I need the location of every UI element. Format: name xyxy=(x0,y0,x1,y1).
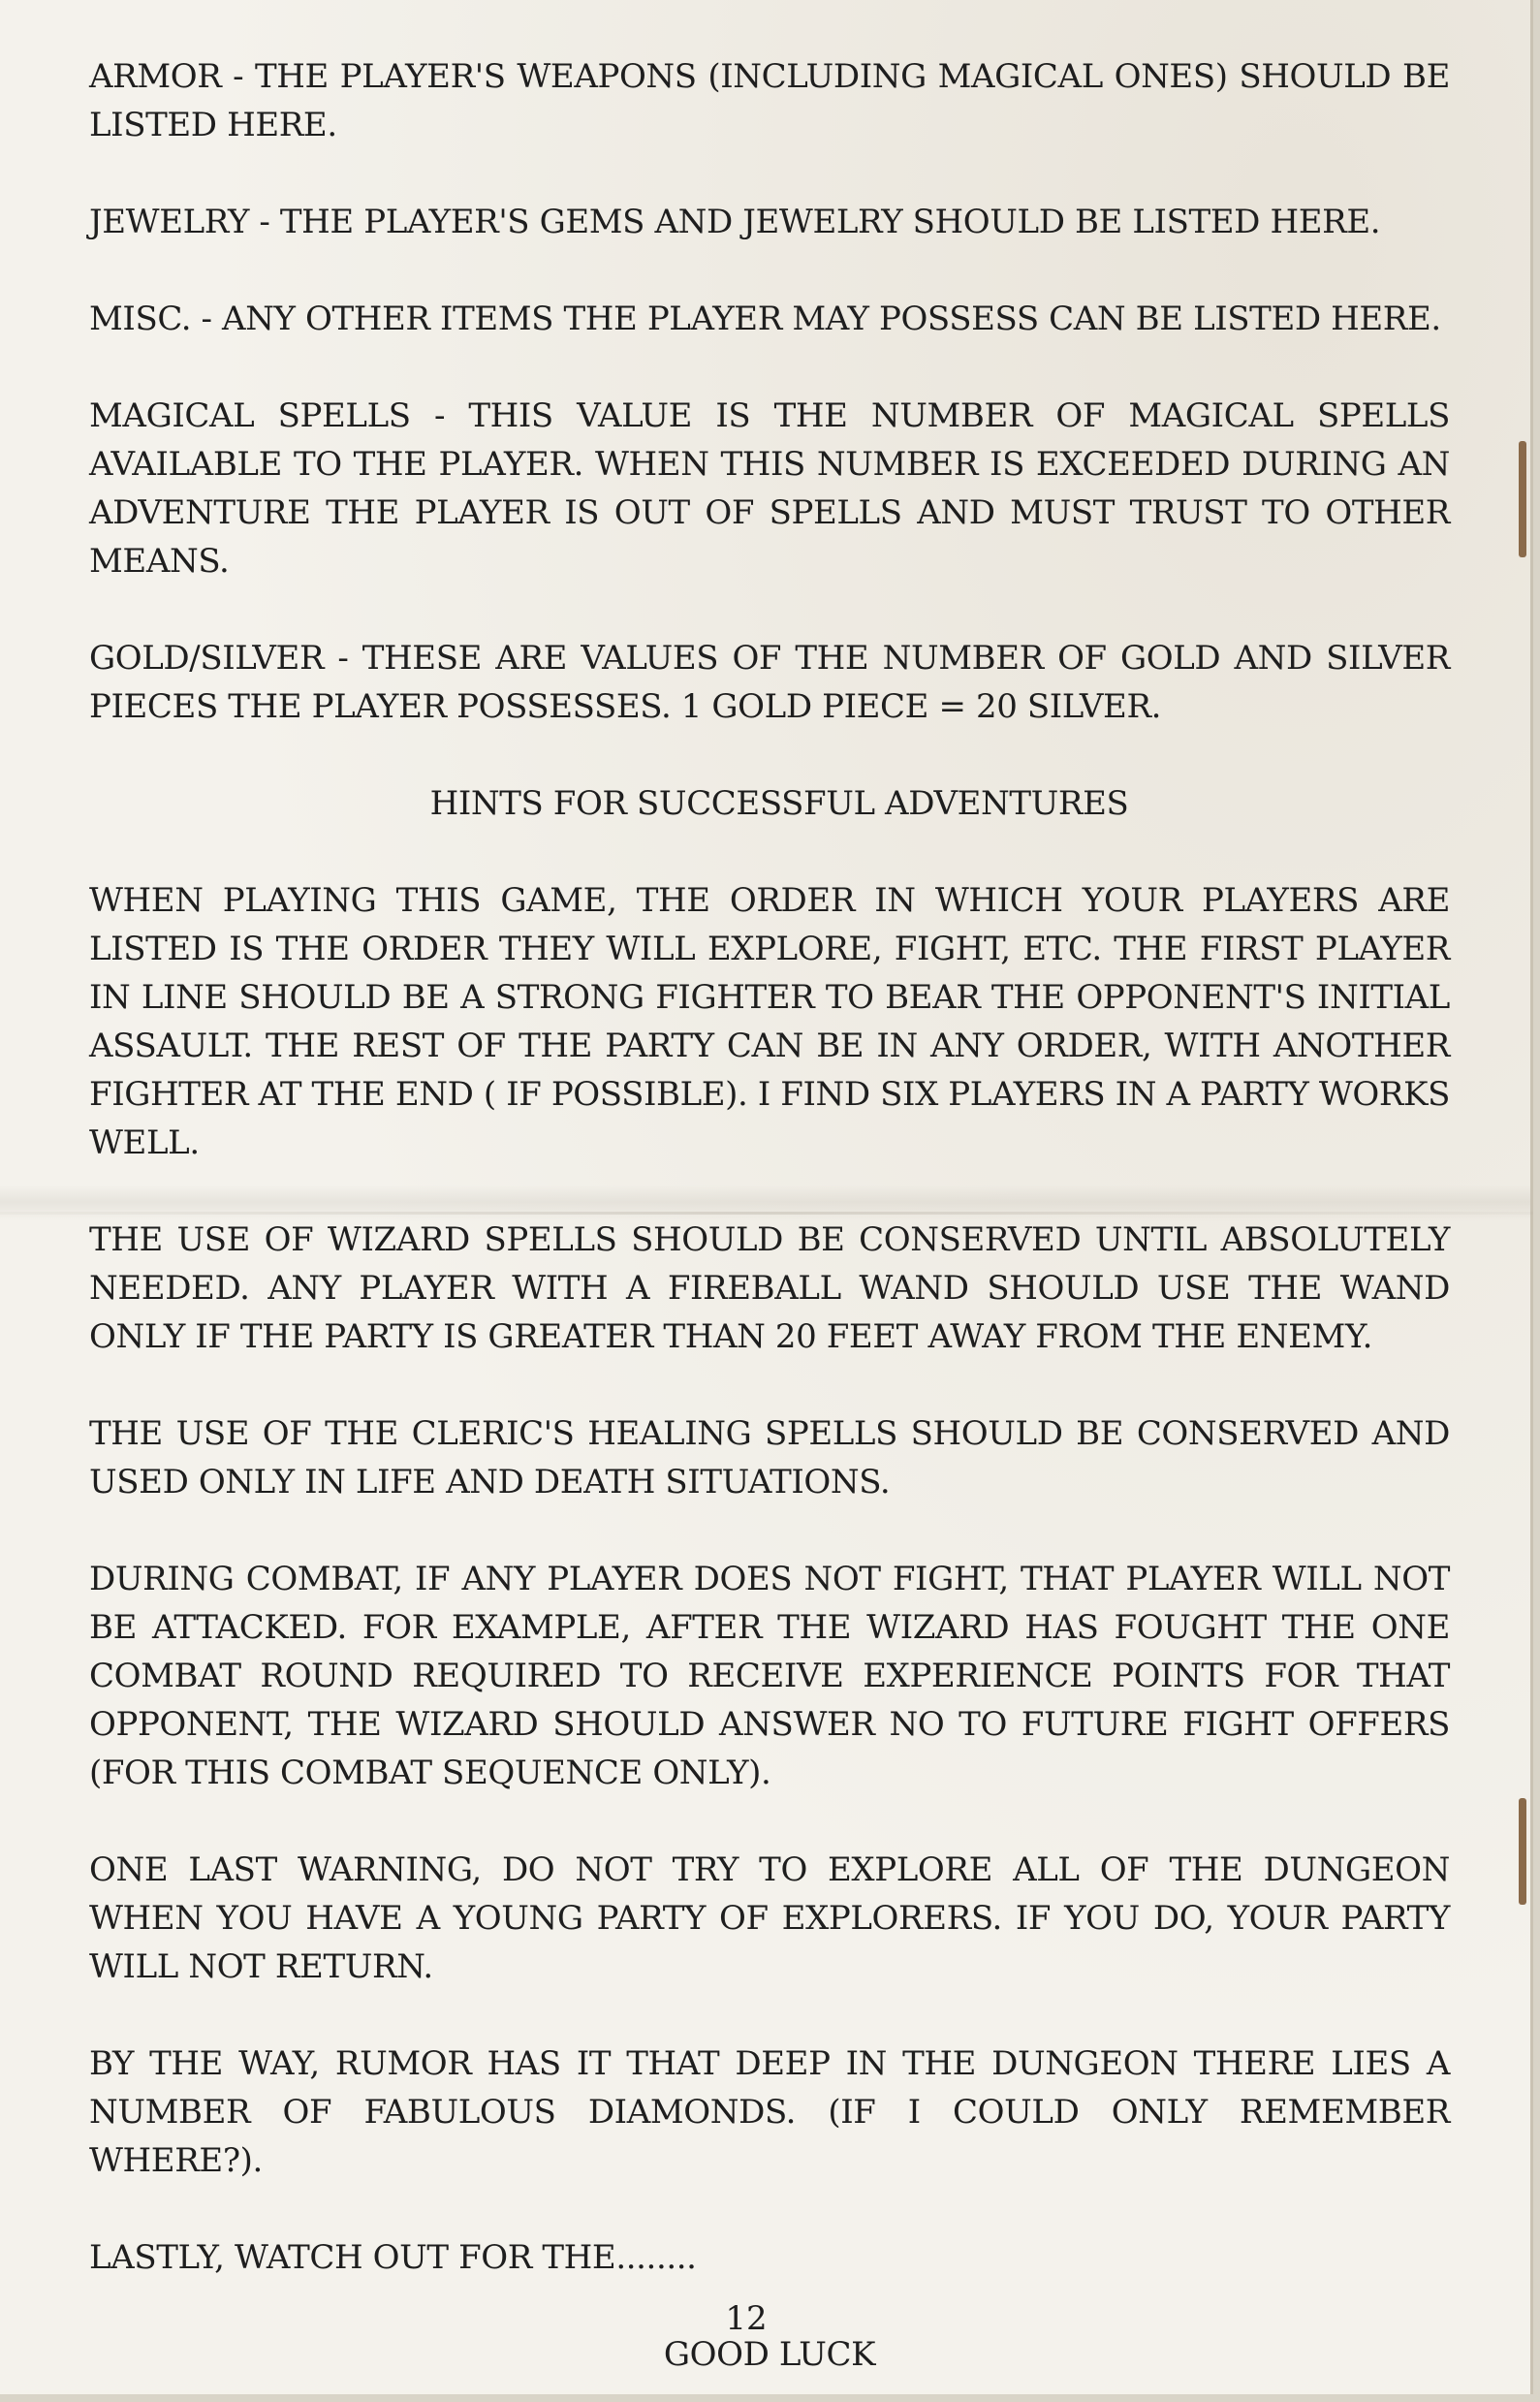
hint-wizard-spells: THE USE OF WIZARD SPELLS SHOULD BE CONSERVED UNTIL ABSOLUTELY NEEDED. ANY PLAYER WITH A FIREBALL WAND SHOULD USE THE WAND ONLY IF THE PARTY IS GREATER THAN 20 FEET AWAY FROM THE ENEMY. xyxy=(89,1220,1450,1356)
hint-party-order: WHEN PLAYING THIS GAME, THE ORDER IN WHICH YOUR PLAYERS ARE LISTED IS THE ORDER THEY WILL EXPLORE, FIGHT, ETC. THE FIRST PLAYER IN LINE SHOULD BE A STRONG FIGHTER TO BEAR THE OPPONENT'S INITIAL ASSAULT. THE REST OF THE PARTY CAN BE IN ANY ORDER, WITH ANOTHER FIGHTER AT THE END ( IF POSSIBLE). I FIND SIX PLAYERS IN A PARTY WORKS WELL. xyxy=(89,881,1450,1162)
section-heading: HINTS FOR SUCCESSFUL ADVENTURES xyxy=(429,784,1129,823)
page-body xyxy=(89,52,1450,2379)
staple-top xyxy=(1519,441,1526,557)
hint-combat: DURING COMBAT, IF ANY PLAYER DOES NOT FIGHT, THAT PLAYER WILL NOT BE ATTACKED. FOR EXAMPLE, AFTER THE WIZARD HAS FOUGHT THE ONE COMBAT ROUND REQUIRED TO RECEIVE EXPERIENCE POINTS FOR THAT OPPONENT, THE WIZARD SHOULD ANSWER NO TO FUTURE FIGHT OFFERS (FOR THIS COMBAT SEQUENCE ONLY). xyxy=(89,1560,1450,1792)
paragraph-gold-silver: GOLD/SILVER - THESE ARE VALUES OF THE NUMBER OF GOLD AND SILVER PIECES THE PLAYER POSSESSES. 1 GOLD PIECE = 20 SILVER. xyxy=(89,639,1450,726)
paragraph-armor: ARMOR - THE PLAYER'S WEAPONS (INCLUDING MAGICAL ONES) SHOULD BE LISTED HERE. xyxy=(89,57,1450,144)
paragraph-jewelry: JEWELRY - THE PLAYER'S GEMS AND JEWELRY SHOULD BE LISTED HERE. xyxy=(89,203,1381,241)
paragraph-magical-spells: MAGICAL SPELLS - THIS VALUE IS THE NUMBER OF MAGICAL SPELLS AVAILABLE TO THE PLAYER. WHEN THIS NUMBER IS EXCEEDED DURING AN ADVENTURE THE PLAYER IS OUT OF SPELLS AND MUST TRUST TO OTHER MEANS. xyxy=(89,396,1450,581)
hint-diamonds: BY THE WAY, RUMOR HAS IT THAT DEEP IN THE DUNGEON THERE LIES A NUMBER OF FABULOUS DIAMONDS. (IF I COULD ONLY REMEMBER WHERE?). xyxy=(89,2044,1450,2180)
hint-last-warning: ONE LAST WARNING, DO NOT TRY TO EXPLORE ALL OF THE DUNGEON WHEN YOU HAVE A YOUNG PARTY OF EXPLORERS. IF YOU DO, YOUR PARTY WILL NOT RETURN. xyxy=(89,1850,1450,1986)
staple-bottom xyxy=(1519,1798,1526,1905)
closing-text: GOOD LUCK xyxy=(663,2335,876,2374)
hint-cleric-spells: THE USE OF THE CLERIC'S HEALING SPELLS SHOULD BE CONSERVED AND USED ONLY IN LIFE AND DEATH SITUATIONS. xyxy=(89,1414,1450,1501)
page-number: 12 xyxy=(725,2299,768,2338)
paragraph-misc: MISC. - ANY OTHER ITEMS THE PLAYER MAY POSSESS CAN BE LISTED HERE. xyxy=(89,300,1441,338)
hint-lastly: LASTLY, WATCH OUT FOR THE........ xyxy=(89,2238,697,2277)
